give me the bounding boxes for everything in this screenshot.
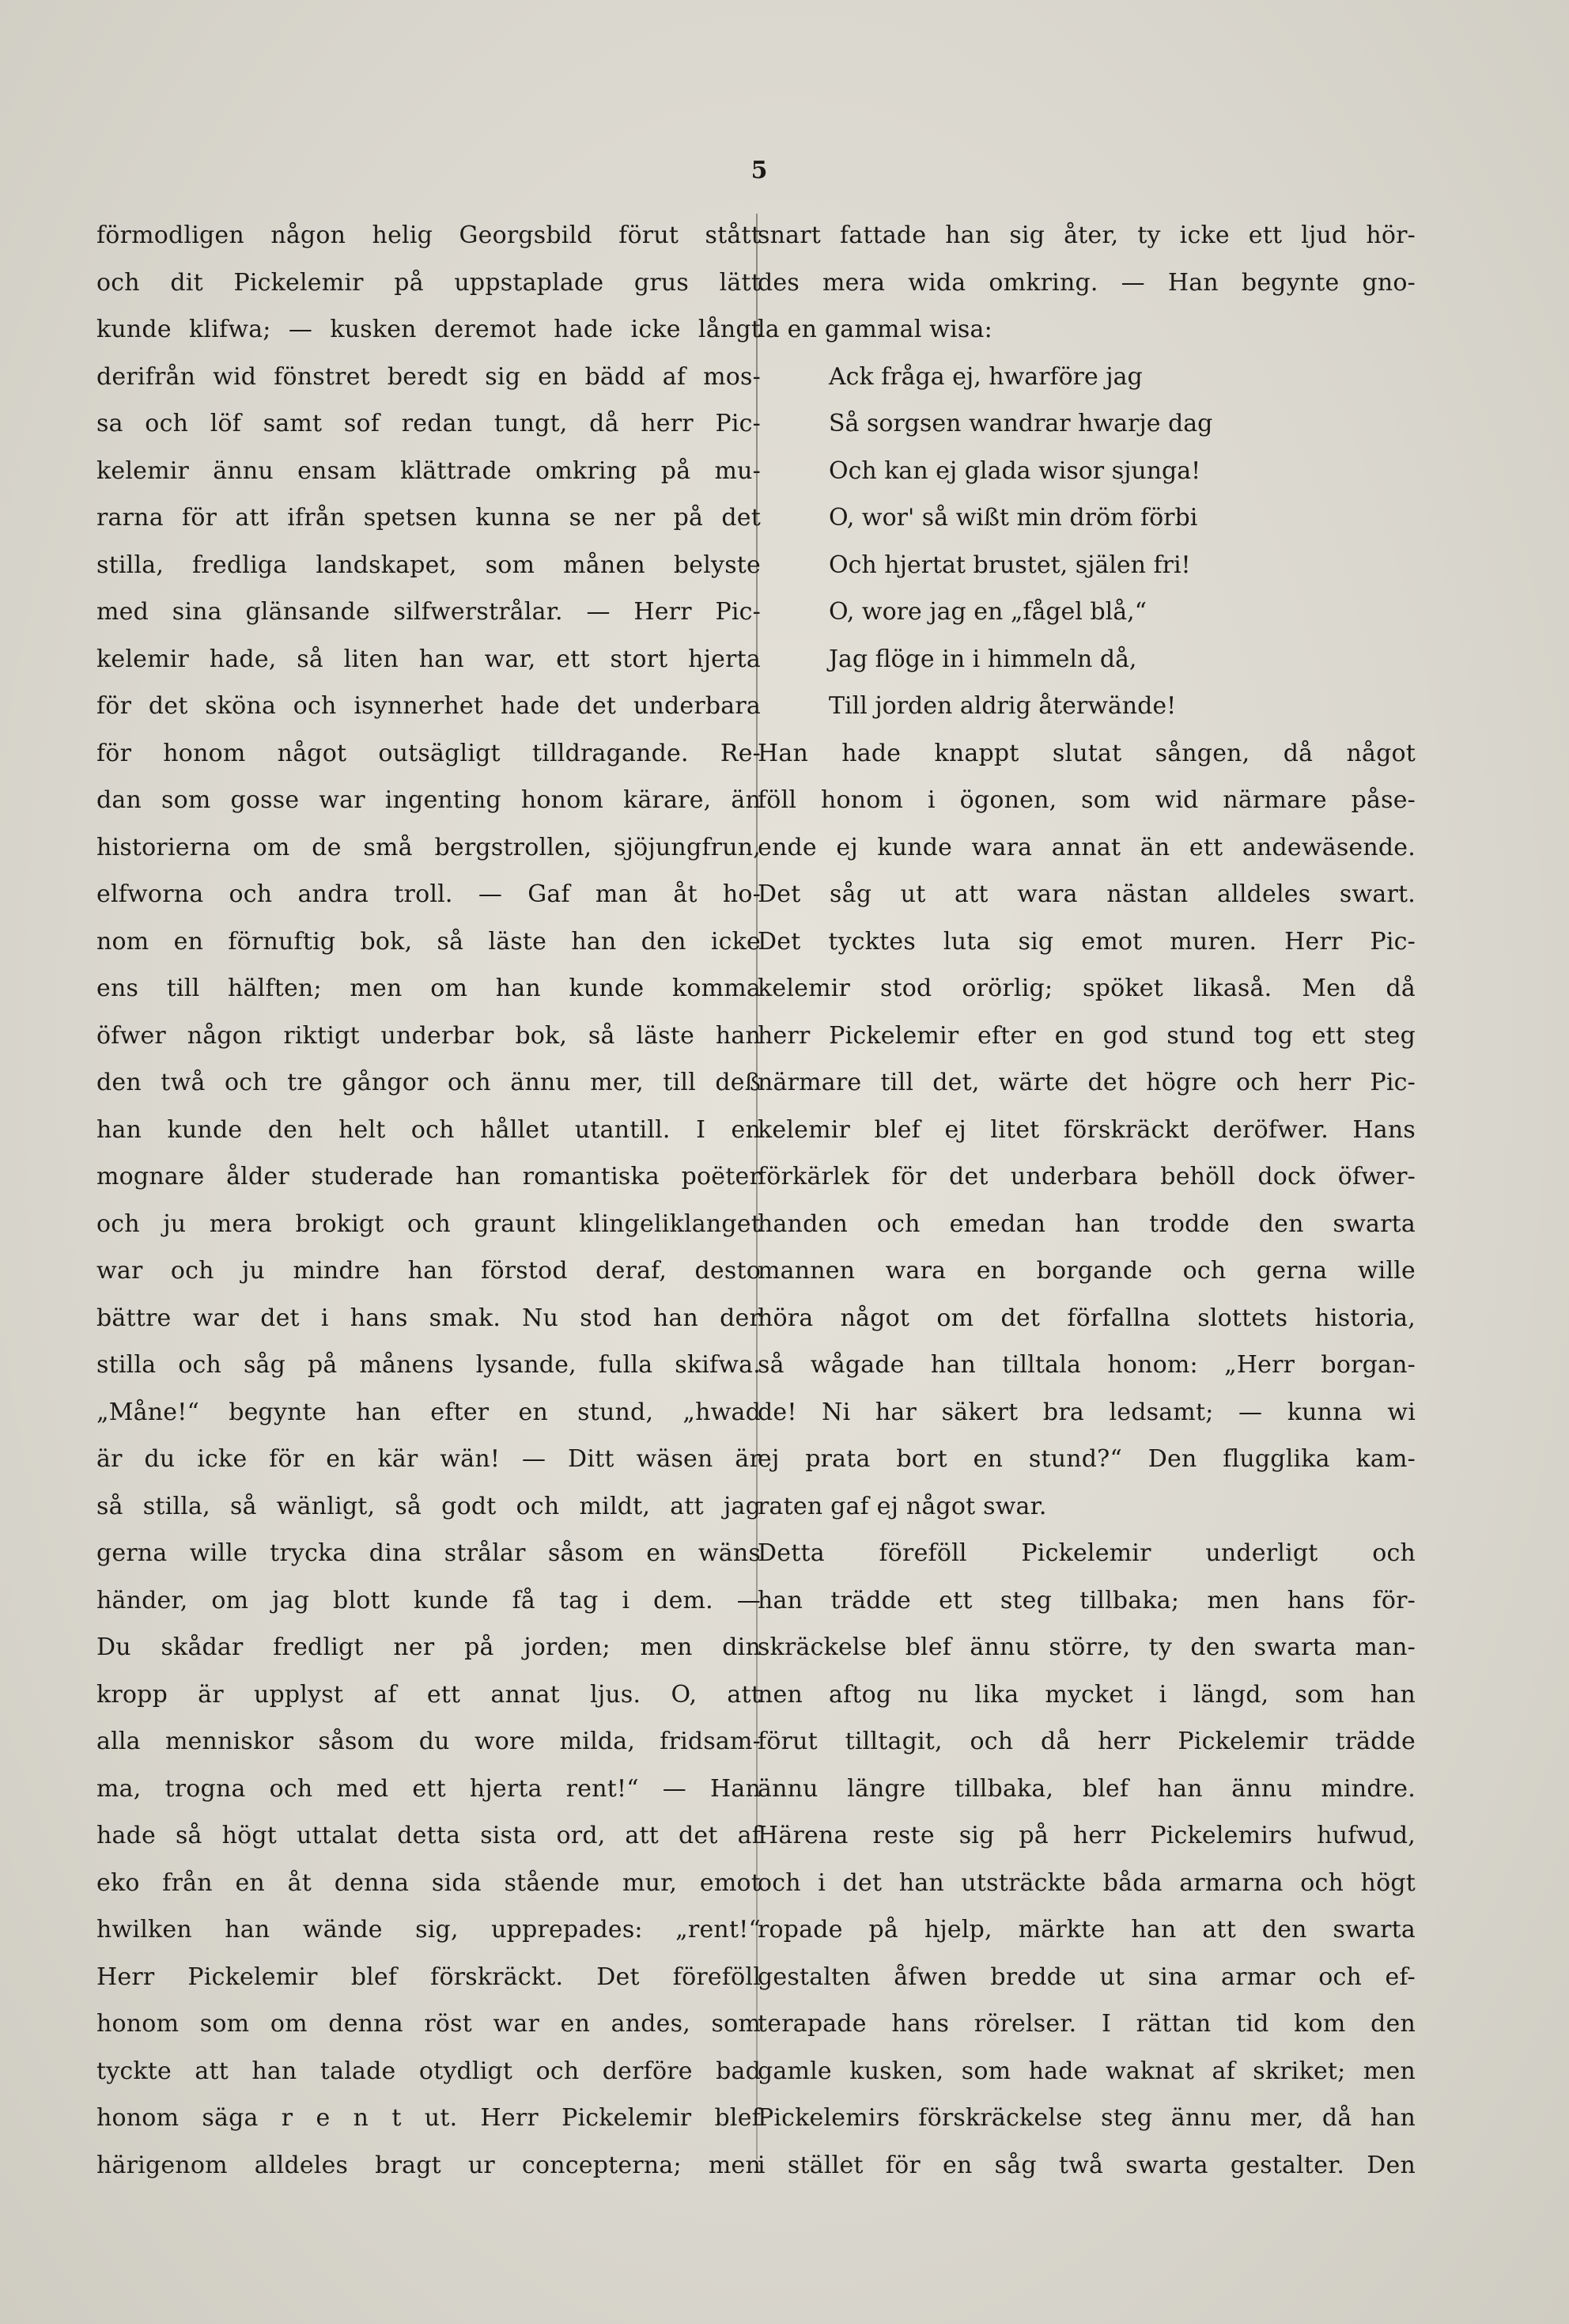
text-line: stilla och såg på månens lysande, fulla skifwa. [96, 1351, 761, 1379]
text-line: gerna wille trycka dina strålar såsom en wäns [96, 1539, 761, 1567]
text-line: för det sköna och isynnerhet hade det underbara [96, 692, 761, 720]
text-line: ännu längre tillbaka, blef han ännu mindre. [758, 1774, 1416, 1803]
text-line: handen och emedan han trodde den swarta [758, 1209, 1416, 1238]
text-line: kunde klifwa; — kusken deremot hade icke långt [96, 316, 761, 343]
text-line: dan som gosse war ingenting honom kärare, än [96, 786, 761, 814]
text-line: snart fattade han sig åter, ty icke ett ljud hör- [758, 221, 1416, 249]
text-line: för honom något outsägligt tilldragande. Re- [96, 739, 761, 767]
text-line: nom en förnuftig bok, så läste han den icke [96, 927, 761, 956]
text-line: historierna om de små bergstrollen, sjöjungfrun, [96, 833, 761, 861]
text-line: öfwer någon riktigt underbar bok, så läste han [96, 1021, 761, 1050]
text-line: Det såg ut att wara nästan alldeles swart. [758, 880, 1416, 908]
text-line: Du skådar fredligt ner på jorden; men din [96, 1633, 761, 1661]
text-line: höra något om det förfallna slottets historia, [758, 1304, 1416, 1332]
text-line: ens till hälften; men om han kunde komma [96, 975, 761, 1002]
verse-line: Till jorden aldrig återwände! [829, 692, 1177, 720]
text-line: Det tycktes luta sig emot muren. Herr Pic- [758, 927, 1416, 956]
text-line: kelemir ännu ensam klättrade omkring på mu- [96, 456, 761, 485]
text-line: skräckelse blef ännu större, ty den swarta man- [758, 1633, 1416, 1661]
text-line: kelemir hade, så liten han war, ett stort hjerta [96, 645, 761, 673]
text-line: Härena reste sig på herr Pickelemirs hufwud, [758, 1822, 1416, 1849]
text-line: i stället för en såg twå swarta gestalter. Den [758, 2151, 1416, 2179]
text-line: förut tilltagit, och då herr Pickelemir trädde [758, 1728, 1416, 1755]
text-line: och dit Pickelemir på uppstaplade grus lätt [96, 268, 761, 297]
song-verse [758, 354, 1416, 730]
text-line: gestalten åfwen bredde ut sina armar och ef- [758, 1963, 1416, 1991]
text-line: hwilken han wände sig, upprepades: „rent!“ [96, 1916, 761, 1944]
text-line: kelemir blef ej litet förskräckt deröfwer. Hans [758, 1115, 1416, 1144]
text-line: händer, om jag blott kunde få tag i dem. — [96, 1586, 761, 1614]
text-line: la en gammal wisa: [758, 316, 992, 343]
text-line: sa och löf samt sof redan tungt, då herr Pic- [96, 410, 761, 437]
verse-line: Jag flöge in i himmeln då, [829, 645, 1137, 673]
text-line: eko från en åt denna sida stående mur, emot [96, 1868, 761, 1897]
text-line: förmodligen någon helig Georgsbild förut stått [96, 221, 761, 249]
right-column-text [758, 730, 1416, 2190]
text-line: honom som om denna röst war en andes, som [96, 2010, 761, 2038]
text-line: raten gaf ej något swar. [758, 1492, 1047, 1520]
text-line: gamle kusken, som hade waknat af skriket; men [758, 2057, 1416, 2085]
right-column-intro [758, 212, 1416, 354]
text-line: war och ju mindre han förstod deraf, desto [96, 1257, 761, 1285]
text-line: föll honom i ögonen, som wid närmare påse- [758, 786, 1416, 814]
text-line: honom säga r e n t ut. Herr Pickelemir blef [96, 2104, 761, 2132]
text-line: härigenom alldeles bragt ur concepterna; men [96, 2151, 761, 2179]
text-line: han trädde ett steg tillbaka; men hans för- [758, 1586, 1416, 1614]
text-line: ma, trogna och med ett hjerta rent!“ — Han [96, 1774, 761, 1803]
text-line: är du icke för en kär wän! — Ditt wäsen är [96, 1445, 761, 1473]
verse-line: O, wor' så wißt min dröm förbi [829, 504, 1198, 532]
text-line: elfworna och andra troll. — Gaf man åt ho- [96, 880, 761, 908]
verse-line: Och kan ej glada wisor sjunga! [829, 456, 1201, 485]
text-line: tyckte att han talade otydligt och derföre bad [96, 2057, 761, 2085]
text-line: Han hade knappt slutat sången, då något [758, 739, 1416, 767]
text-line: ende ej kunde wara annat än ett andewäsende. [758, 833, 1416, 861]
text-line: förkärlek för det underbara behöll dock öfwer- [758, 1163, 1416, 1190]
text-line: den twå och tre gångor och ännu mer, till deß [96, 1069, 761, 1096]
text-line: mannen wara en borgande och gerna wille [758, 1257, 1416, 1285]
text-line: bättre war det i hans smak. Nu stod han der [96, 1304, 761, 1332]
text-line: mognare ålder studerade han romantiska poëter [96, 1163, 761, 1190]
text-line: derifrån wid fönstret beredt sig en bädd af mos- [96, 362, 761, 391]
verse-line: O, wore jag en „fågel blå,“ [829, 598, 1147, 626]
text-line: och i det han utsträckte båda armarna och högt [758, 1868, 1416, 1897]
page-number: 5 [750, 157, 768, 184]
text-line: ej prata bort en stund?“ Den flugglika kam- [758, 1445, 1416, 1473]
text-line: och ju mera brokigt och graunt klingeliklanget [96, 1209, 761, 1238]
text-line: Detta föreföll Pickelemir underligt och [758, 1539, 1416, 1567]
text-line: Pickelemirs förskräckelse steg ännu mer, då han [758, 2104, 1416, 2132]
text-line: rarna för att ifrån spetsen kunna se ner på det [96, 504, 761, 532]
text-line: närmare till det, wärte det högre och herr Pic- [758, 1069, 1416, 1096]
verse-line: Och hjertat brustet, själen fri! [829, 551, 1191, 579]
text-line: kropp är upplyst af ett annat ljus. O, att [96, 1680, 761, 1709]
text-line: terapade hans rörelser. I rättan tid kom den [758, 2010, 1416, 2038]
text-line: „Måne!“ begynte han efter en stund, „hwad [96, 1398, 761, 1426]
text-line: des mera wida omkring. — Han begynte gno- [758, 268, 1416, 297]
text-line: herr Pickelemir efter en god stund tog ett steg [758, 1021, 1416, 1050]
text-line: så stilla, så wänligt, så godt och mildt, att jag [96, 1492, 761, 1520]
text-line: nen aftog nu lika mycket i längd, som han [758, 1680, 1416, 1709]
text-line: kelemir stod orörlig; spöket likaså. Men då [758, 975, 1416, 1002]
text-line: Herr Pickelemir blef förskräckt. Det föreföll [96, 1963, 761, 1991]
text-line: de! Ni har säkert bra ledsamt; — kunna wi [758, 1398, 1416, 1426]
verse-line: Så sorgsen wandrar hwarje dag [829, 410, 1213, 437]
verse-line: Ack fråga ej, hwarföre jag [829, 362, 1143, 391]
text-line: så wågade han tilltala honom: „Herr borgan- [758, 1351, 1416, 1379]
text-line: med sina glänsande silfwerstrålar. — Herr Pic- [96, 598, 761, 626]
text-line: alla menniskor såsom du wore milda, fridsam- [96, 1728, 761, 1755]
right-column [758, 212, 1416, 2189]
text-line: ropade på hjelp, märkte han att den swarta [758, 1916, 1416, 1944]
text-line: han kunde den helt och hållet utantill. I en [96, 1115, 761, 1144]
left-column [96, 212, 761, 2189]
text-line: stilla, fredliga landskapet, som månen belyste [96, 551, 761, 579]
text-line: hade så högt uttalat detta sista ord, att det af [96, 1822, 761, 1849]
